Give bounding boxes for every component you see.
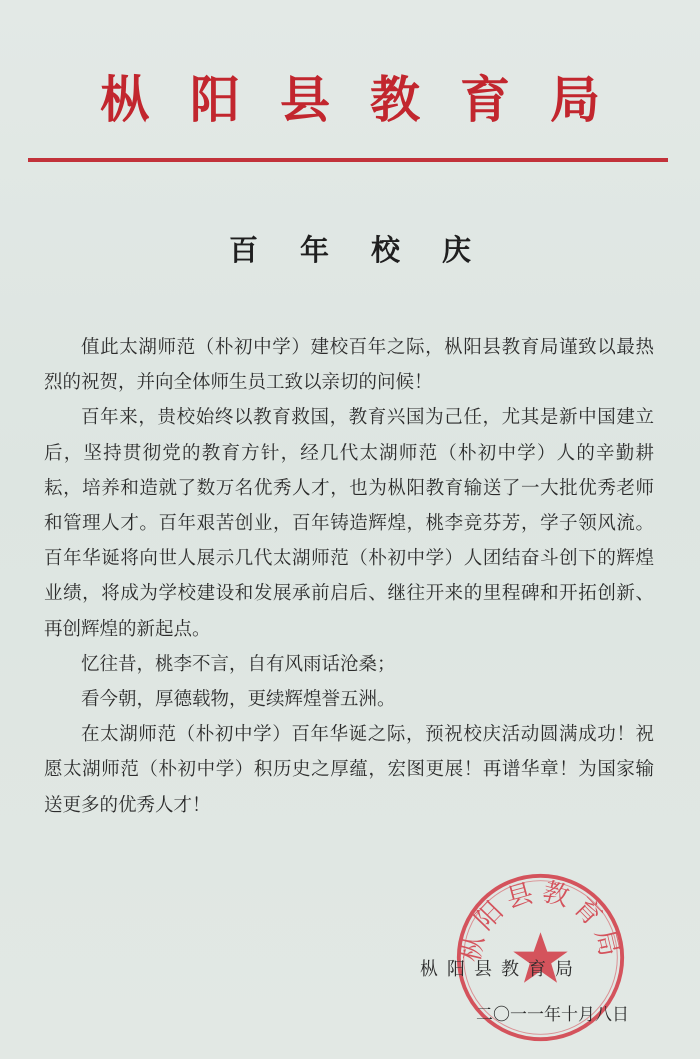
- paragraph-greeting: 值此太湖师范（朴初中学）建校百年之际，枞阳县教育局谨致以最热烈的祝贺，并向全体师生员工致以亲切的问候！: [44, 337, 654, 394]
- paragraph-wishes: 在太湖师范（朴初中学）百年华诞之际，预祝校庆活动圆满成功！祝愿太湖师范（朴初中学）积历史之厚蕴，宏图更展！再谱华章！为国家输送更多的优秀人才！: [44, 724, 654, 816]
- signature-date: 二〇一一年十月八日: [476, 1005, 629, 1025]
- paragraph-history: 百年来，贵校始终以教育救国，教育兴国为己任，尤其是新中国建立后，坚持贯彻党的教育方针，经几代太湖师范（朴初中学）人的辛勤耕耘，培养和造就了数万名优秀人才，也为枞阳教育输送了一大批优秀老师和管理人才。百年艰苦创业，百年铸造辉煌，桃李竞芬芳，学子领风流。百年华诞将向世人展示几代太湖师范（朴初中学）人团结奋斗创下的辉煌业绩，将成为学校建设和发展承前启后、继往开来的里程碑和开拓创新、再创辉煌的新起点。: [44, 407, 654, 640]
- svg-text:枞阳县教育局: 枞阳县教育局: [455, 877, 626, 965]
- couplet-line-2: 看今朝，厚德载物，更续辉煌誉五洲。: [81, 689, 396, 711]
- couplet-line-1: 忆往昔，桃李不言，自有风雨话沧桑；: [81, 653, 396, 675]
- masthead-org-name: 枞阳县教育局: [100, 70, 640, 129]
- document-title: 百年校庆: [228, 233, 513, 267]
- masthead-divider: [28, 158, 668, 162]
- signature-org: 枞阳县教育局: [420, 959, 582, 980]
- document-body: [44, 330, 654, 823]
